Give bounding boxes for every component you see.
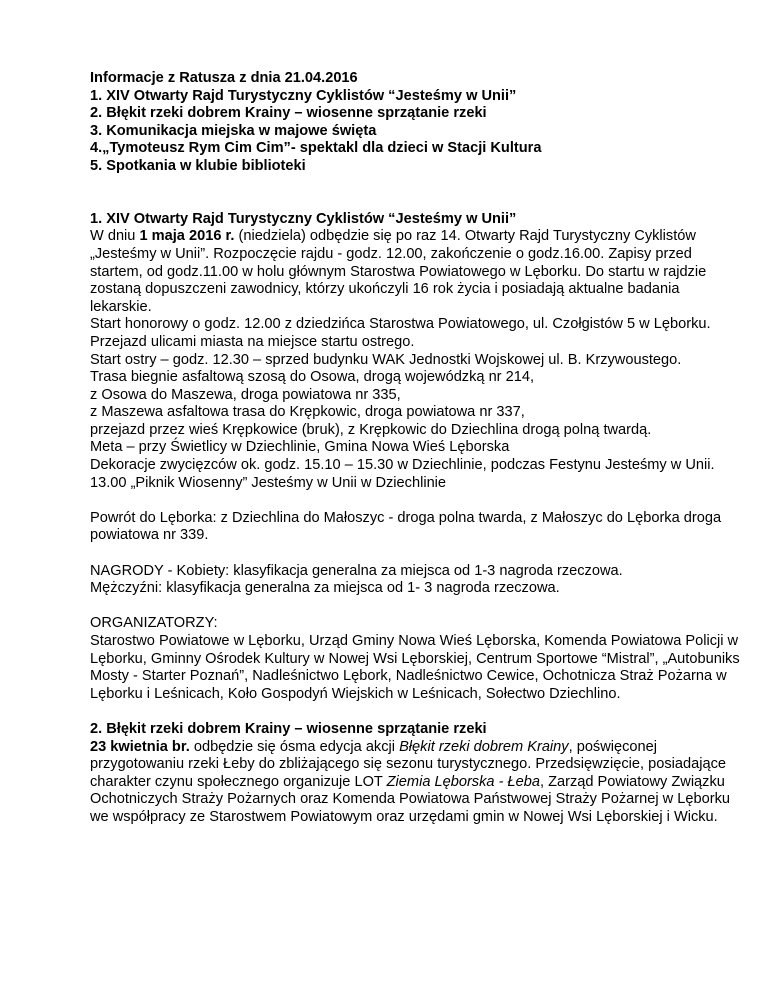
spacer <box>90 703 740 721</box>
toc-item-4: 4.„Tymoteusz Rym Cim Cim”- spektakl dla dzieci w Stacji Kultura <box>90 140 542 157</box>
river-text-c: , Zarząd Powiatowy Związku Ochotniczych Straży Pożarnych oraz Komenda Powiatowa Państwowej Straży Pożarnej w Lęborku we współpracy ze Starostwem Powiatowym oraz urzędami gmin w Nowej Wsi Lęborskiej i Wicku. <box>90 773 730 825</box>
spacer <box>90 193 740 211</box>
spacer <box>90 492 740 510</box>
header-title: Informacje z Ratusza z dnia 21.04.2016 <box>90 70 358 86</box>
spacer <box>90 545 740 563</box>
route-line-10: 13.00 „Piknik Wiosenny” Jesteśmy w Unii w Dziechlinie <box>90 474 447 491</box>
route-line-5: z Osowa do Maszewa, droga powiatowa nr 335, <box>90 386 401 403</box>
section-river-title: 2. Błękit rzeki dobrem Krainy – wiosenne sprzątanie rzeki <box>90 720 487 737</box>
river-text-b: , poświęconej przygotowaniu rzeki Łeby do zbliżającego się sezonu turystycznego. Przedsięwzięcie, posiadające charakter czynu społecznego organizuje LOT <box>90 738 726 790</box>
route-line-4: Trasa biegnie asfaltową szosą do Osowa, drogą wojewódzką nr 214, <box>90 369 535 386</box>
intro-text: (niedziela) odbędzie się po raz 14. Otwarty Rajd Turystyczny Cyklistów „Jesteśmy w Unii”. Rozpoczęcie rajdu - godz. 12.00, zakończenie o godz.16.00. Zapisy przed startem, od godz.11.00 w holu głównym Starostwa Powiatowego w Lęborku. Do startu w rajdzie zostaną dopuszczeni zawodnicy, którzy ukończyli 16 rok życia i posiadają aktualne badania lekarskie. <box>90 228 707 315</box>
section-rally <box>90 211 740 704</box>
spacer <box>90 176 740 194</box>
section-river-body <box>90 739 740 827</box>
river-campaign-name: Błękit rzeki dobrem Krainy <box>399 738 569 755</box>
section-river <box>90 721 740 827</box>
route-line-2: Przejazd ulicami miasta na miejsce startu ostrego. <box>90 333 415 350</box>
route-line-9: Dekoracje zwycięzców ok. godz. 15.10 – 15.30 w Dziechlinie, podczas Festynu Jesteśmy w Unii. <box>90 457 715 474</box>
toc-item-2: 2. Błękit rzeki dobrem Krainy – wiosenne sprzątanie rzeki <box>90 105 487 122</box>
intro-date: 1 maja 2016 r. <box>139 228 235 245</box>
organizers-label: ORGANIZATORZY: <box>90 615 218 632</box>
intro-pre: W dniu <box>90 228 140 245</box>
organizers-list: Starostwo Powiatowe w Lęborku, Urząd Gminy Nowa Wieś Lęborska, Komenda Powiatowa Policji w Lęborku, Gminny Ośrodek Kultury w Nowej Wsi Lęborskiej, Centrum Sportowe “Mistral”, „Autobuniks Mosty - Starter Poznań”, Nadleśnictwo Lębork, Nadleśnictwo Cewice, Ochotnicza Straż Pożarna w Lęborku i Leśnicach, Koło Gospodyń Wiejskich w Leśnicach, Sołectwo Dziechlino. <box>90 633 740 702</box>
spacer <box>90 598 740 616</box>
prizes-women: NAGRODY - Kobiety: klasyfikacja generalna za miejsca od 1-3 nagroda rzeczowa. <box>90 562 623 579</box>
prizes-men: Mężczyźni: klasyfikacja generalna za miejsca od 1- 3 nagroda rzeczowa. <box>90 580 560 597</box>
return-route: Powrót do Lęborka: z Dziechlina do Małoszyc - droga polna twarda, z Małoszyc do Lęborka droga powiatowa nr 339. <box>90 509 722 544</box>
section-rally-title: 1. XIV Otwarty Rajd Turystyczny Cyklistów “Jesteśmy w Unii” <box>90 210 517 227</box>
route-line-3: Start ostry – godz. 12.30 – sprzed budynku WAK Jednostki Wojskowej ul. B. Krzywoustego. <box>90 351 682 368</box>
section-rally-intro <box>90 228 740 316</box>
route-line-8: Meta – przy Świetlicy w Dziechlinie, Gmina Nowa Wieś Lęborska <box>90 439 510 456</box>
toc-item-1: 1. XIV Otwarty Rajd Turystyczny Cyklistów “Jesteśmy w Unii” <box>90 87 517 104</box>
route-line-7: przejazd przez wieś Krępkowice (bruk), z Krępkowic do Dziechlina drogą polną twardą. <box>90 421 652 438</box>
document-header <box>90 70 740 176</box>
toc-item-5: 5. Spotkania w klubie biblioteki <box>90 157 306 174</box>
route-line-1: Start honorowy o godz. 12.00 z dziedzińca Starostwa Powiatowego, ul. Czołgistów 5 w Lęborku. <box>90 316 711 333</box>
river-date: 23 kwietnia br. <box>90 738 190 755</box>
river-text-a: odbędzie się ósma edycja akcji <box>189 738 400 755</box>
toc-item-3: 3. Komunikacja miejska w majowe święta <box>90 122 377 139</box>
route-line-6: z Maszewa asfaltowa trasa do Krępkowic, droga powiatowa nr 337, <box>90 404 525 421</box>
document-page <box>90 70 740 827</box>
river-organizer-name: Ziemia Lęborska - Łeba <box>386 773 540 790</box>
